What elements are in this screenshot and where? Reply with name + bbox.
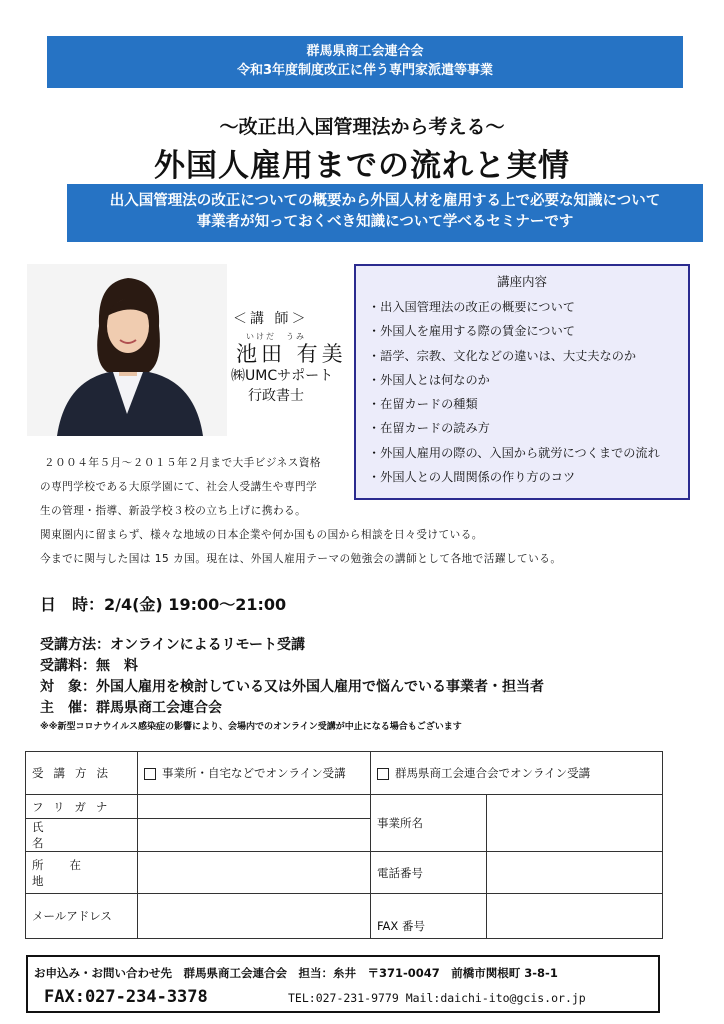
phone-label: 電話番号 bbox=[371, 852, 487, 894]
contact-line: お申込み・お問い合わせ先 群馬県商工会連合会 担当：糸井 〒371-0047 前橋市関根町 3-8-1 bbox=[34, 966, 558, 980]
address-field[interactable] bbox=[138, 852, 371, 894]
course-item: ・出入国管理法の改正の概要について bbox=[368, 300, 575, 314]
phone-field[interactable] bbox=[487, 852, 663, 894]
course-item: ・外国人とは何なのか bbox=[368, 372, 490, 387]
course-item: ・外国人との人間関係の作り方のコツ bbox=[368, 470, 576, 485]
description-banner bbox=[67, 184, 703, 242]
bio-line: 今までに関与した国は 15 カ国。現在は、外国人雇用テーマの勉強会の講師として各地で活躍している。 bbox=[40, 553, 562, 565]
course-item: ・外国人雇用の際の、入国から就労につくまでの流れ bbox=[368, 445, 660, 460]
lecturer-label: ＜講 師＞ bbox=[233, 311, 309, 327]
bio-line: ２００４年５月～２０１５年２月まで大手ビジネス資格 bbox=[44, 457, 322, 469]
lecturer-ruby: いけだ うみ bbox=[246, 332, 306, 341]
furigana-label: フリガナ bbox=[26, 795, 138, 819]
tel-mail: TEL:027-231-9779 Mail:daichi-ito@gcis.or.jp bbox=[288, 991, 586, 1005]
event-fee: 受講料：無 料 bbox=[40, 658, 138, 674]
lecturer-title: 行政書士 bbox=[248, 388, 304, 404]
name-label: 氏名 bbox=[26, 819, 138, 852]
event-datetime: 日 時：2/4(金) 19:00～21:00 bbox=[40, 595, 287, 614]
description-line-1: 出入国管理法の改正についての概要から外国人材を雇用する上で必要な知識について bbox=[109, 193, 661, 209]
bio-line: 関東圏内に留まらず、様々な地域の日本企業や何か国もの国から相談を日々受けている。 bbox=[40, 529, 483, 541]
event-method: 受講方法：オンラインによるリモート受講 bbox=[40, 637, 306, 653]
fax-field[interactable] bbox=[487, 894, 663, 939]
header-org: 群馬県商工会連合会 bbox=[306, 44, 424, 59]
fax-number: FAX:027-234-3378 bbox=[44, 987, 208, 1007]
course-title: 講座内容 bbox=[496, 274, 547, 289]
lecturer-organization: ㈱UMCサポート bbox=[231, 368, 334, 384]
header-banner bbox=[47, 36, 683, 88]
option-label: 事業所・自宅などでオンライン受講 bbox=[162, 766, 346, 780]
event-note: ※※新型コロナウイルス感染症の影響により、会場内でのオンライン受講が中止になる場合もございます bbox=[40, 722, 462, 732]
company-label: 事業所名 bbox=[371, 795, 487, 852]
course-item: ・外国人を雇用する際の賃金について bbox=[368, 324, 575, 339]
company-field[interactable] bbox=[487, 795, 663, 852]
option-online-venue[interactable] bbox=[371, 752, 663, 795]
course-item: ・語学、宗教、文化などの違いは、大丈夫なのか bbox=[368, 348, 637, 363]
bio-line: の専門学校である大原学園にて、社会人受講生や専門学 bbox=[40, 481, 318, 493]
address-label: 所在地 bbox=[26, 852, 138, 894]
header-project: 令和3年度制度改正に伴う専門家派遣等事業 bbox=[236, 63, 494, 78]
event-target: 対 象：外国人雇用を検討している又は外国人雇用で悩んでいる事業者・担当者 bbox=[40, 679, 544, 695]
checkbox[interactable] bbox=[377, 768, 389, 780]
application-form bbox=[25, 751, 663, 939]
furigana-field[interactable] bbox=[138, 795, 371, 819]
option-online-office[interactable] bbox=[138, 752, 371, 795]
lecturer-name: 池田 有美 bbox=[236, 342, 347, 366]
checkbox[interactable] bbox=[144, 768, 156, 780]
course-item: ・在留カードの読み方 bbox=[368, 421, 490, 436]
event-host: 主 催：群馬県商工会連合会 bbox=[40, 700, 222, 716]
course-content-box bbox=[354, 264, 690, 500]
email-field[interactable] bbox=[138, 894, 371, 939]
name-field[interactable] bbox=[138, 819, 371, 852]
course-item: ・在留カードの種類 bbox=[368, 397, 478, 412]
email-label: メールアドレス bbox=[26, 894, 138, 939]
bio-line: 生の管理・指導、新設学校３校の立ち上げに携わる。 bbox=[40, 505, 307, 517]
page-subtitle: ～改正出入国管理法から考える～ bbox=[219, 116, 505, 138]
fax-label: FAX 番号 bbox=[371, 894, 487, 939]
option-label: 群馬県商工会連合会でオンライン受講 bbox=[395, 766, 591, 780]
description-line-2: 事業者が知っておくべき知識について学べるセミナーです bbox=[196, 214, 574, 230]
page-title: 外国人雇用までの流れと実情 bbox=[154, 148, 570, 184]
method-label: 受講方法 bbox=[26, 752, 138, 795]
lecturer-photo bbox=[27, 264, 227, 436]
contact-footer bbox=[26, 955, 660, 1013]
